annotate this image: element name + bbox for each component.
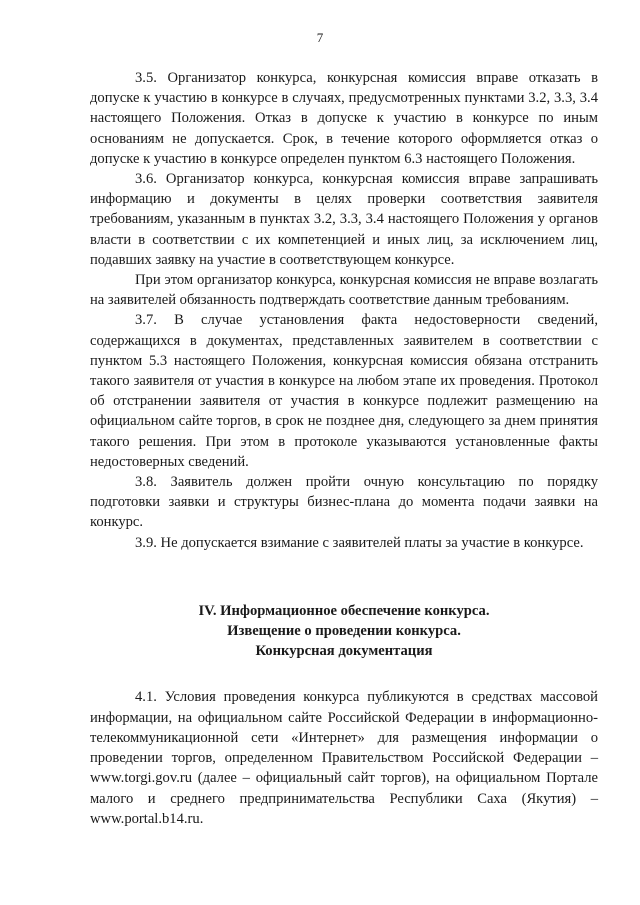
page-number: 7 [316,30,324,45]
paragraph-3-6-continuation: При этом организатор конкурса, конкурсная комиссия не вправе возлагать на заявителей обязанность подтверждать соответствие данным требованиям. [90,272,598,309]
paragraph-3-8: 3.8. Заявитель должен пройти очную консультацию по порядку подготовки заявки и структуры бизнес-плана до момента подачи заявки на конкурс. [90,474,598,531]
section-heading-line-1: IV. Информационное обеспечение конкурса. [198,602,490,619]
section-heading-line-2: Извещение о проведении конкурса. [227,623,461,640]
paragraph-4-1: 4.1. Условия проведения конкурса публикуются в средствах массовой информации, на официальном сайте Российской Федерации в информационно-телекоммуникационной сети «Интернет» для размещения информации о проведении торгов, определенном Правительством Российской Федерации – www.torgi.gov.ru (далее – официальный сайт торгов), на официальном Портале малого и среднего предпринимательства Республики Саха (Якутия) – www.portal.b14.ru. [90,689,598,827]
paragraph-3-6: 3.6. Организатор конкурса, конкурсная комиссия вправе запрашивать информацию и документы в целях проверки соответствия заявителя требованиям, указанным в пунктах 3.2, 3.3, 3.4 настоящего Положения у органов власти в соответствии с их компетенцией и иных лиц, за исключением лиц, подавших заявку на участие в соответствующем конкурсе. [90,171,598,268]
paragraph-3-9: 3.9. Не допускается взимание с заявителей платы за участие в конкурсе. [135,534,584,551]
document-body [90,68,598,829]
paragraph-3-7: 3.7. В случае установления факта недостоверности сведений, содержащихся в документах, представленных заявителем в соответствии с пунктом 5.3 настоящего Положения, конкурсная комиссия обязана отстранить такого заявителя от участия в конкурсе на любом этапе их проведения. Протокол об отстранении заявителя от участия в конкурсе подлежит размещению на официальном сайте торгов, в срок не позднее дня, следующего за днем принятия такого решения. При этом в протоколе указываются установленные факты недостоверных сведений. [90,312,598,470]
section-heading-line-3: Конкурсная документация [255,643,433,660]
section-heading [90,601,598,662]
paragraph-3-5: 3.5. Организатор конкурса, конкурсная комиссия вправе отказать в допуске к участию в конкурсе в случаях, предусмотренных пунктами 3.2, 3.3, 3.4 настоящего Положения. Отказ в допуске к участию в конкурсе по иным основаниям не допускается. Срок, в течение которого оформляется отказ о допуске к участию в конкурсе определен пунктом 6.3 настоящего Положения. [90,70,598,167]
